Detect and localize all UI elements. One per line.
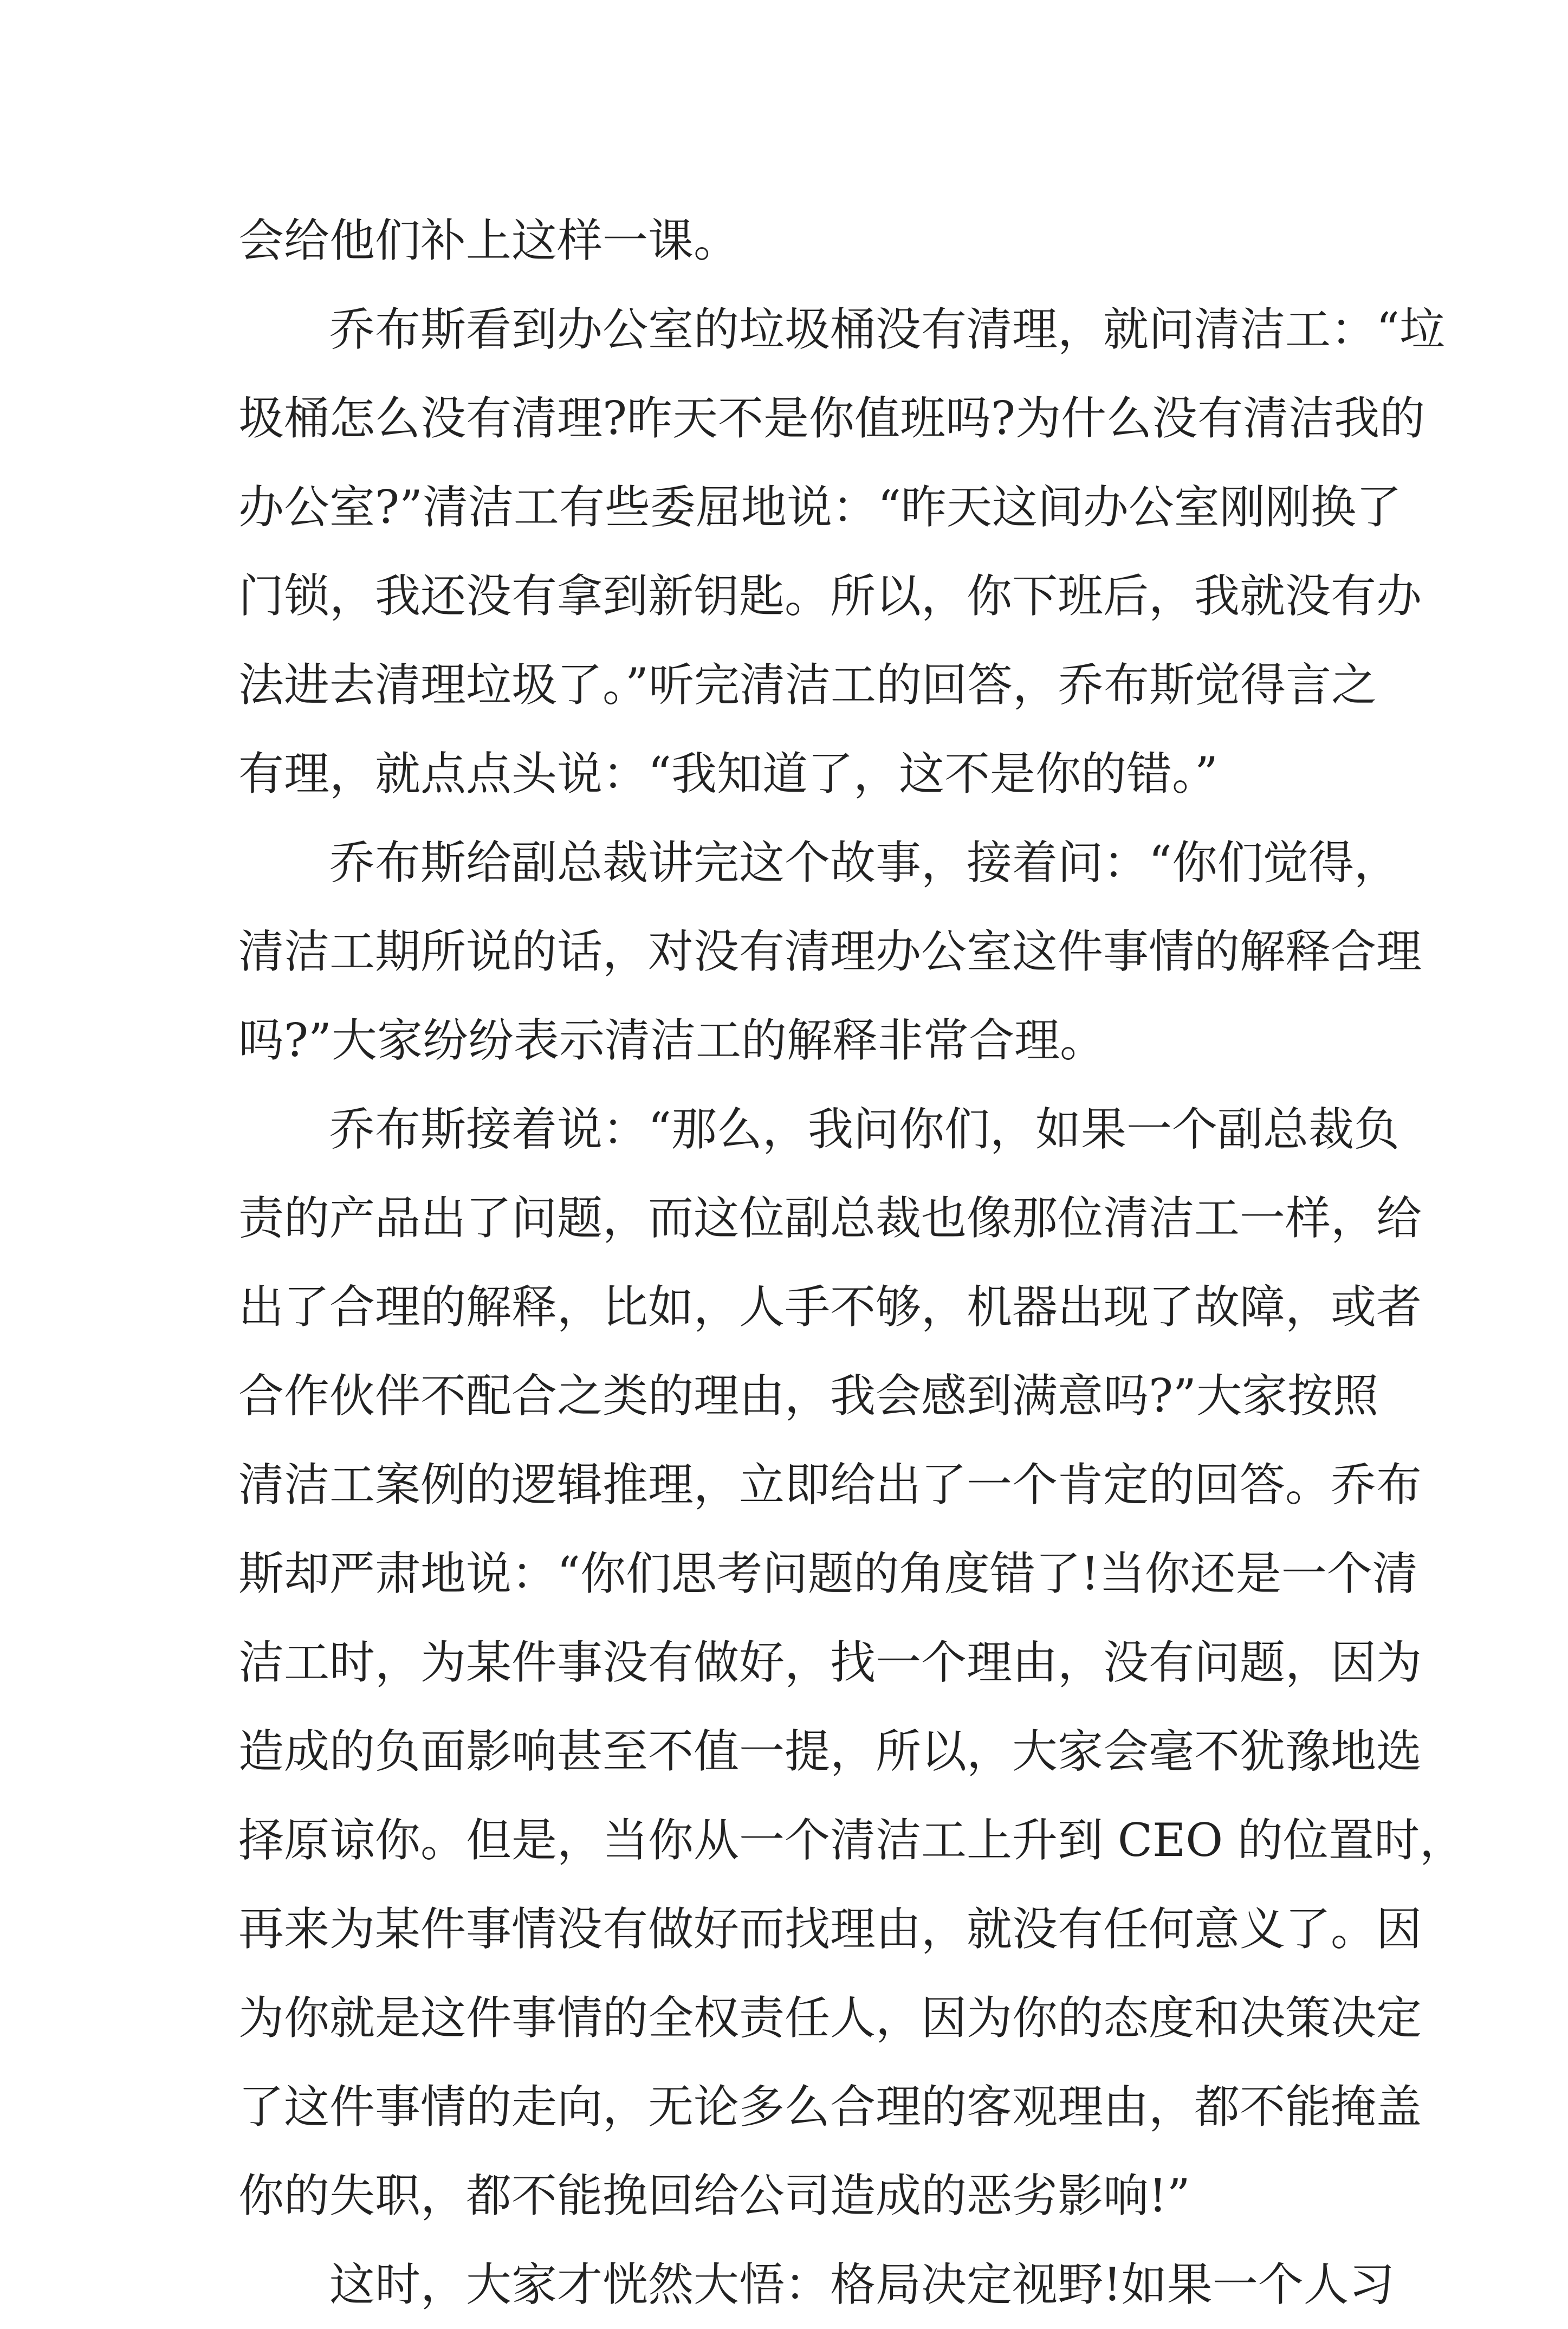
text-line: 斯却严肃地说：“你们思考问题的角度错了!当你还是一个清 bbox=[238, 1547, 1418, 1600]
text-line: 了这件事情的走向，无论多么合理的客观理由，都不能掩盖 bbox=[238, 2080, 1422, 2133]
text-line: 乔布斯接着说：“那么，我问你们，如果一个副总裁负 bbox=[329, 1103, 1399, 1156]
text-line: 择原谅你。但是，当你从一个清洁工上升到 CEO 的位置时， bbox=[238, 1814, 1465, 1867]
text-line: 法进去清理垃圾了。”听完清洁工的回答，乔布斯觉得言之 bbox=[238, 658, 1377, 711]
body-text bbox=[238, 196, 1465, 2329]
text-line: 造成的负面影响甚至不值一提，所以，大家会毫不犹豫地选 bbox=[238, 1725, 1422, 1778]
text-line: 会给他们补上这样一课。 bbox=[238, 214, 740, 267]
text-line: 再来为某件事情没有做好而找理由，就没有任何意义了。因 bbox=[238, 1903, 1422, 1956]
text-line: 洁工时，为某件事没有做好，找一个理由，没有问题，因为 bbox=[238, 1636, 1422, 1689]
text-line: 吗?”大家纷纷表示清洁工的解释非常合理。 bbox=[238, 1014, 1105, 1067]
text-line: 有理，就点点头说：“我知道了，这不是你的错。” bbox=[238, 747, 1218, 800]
text-line: 办公室?”清洁工有些委屈地说：“昨天这间办公室刚刚换了 bbox=[238, 481, 1402, 534]
text-line: 责的产品出了问题，而这位副总裁也像那位清洁工一样，给 bbox=[238, 1192, 1422, 1245]
text-line: 合作伙伴不配合之类的理由，我会感到满意吗?”大家按照 bbox=[238, 1369, 1378, 1422]
text-line: 圾桶怎么没有清理?昨天不是你值班吗?为什么没有清洁我的 bbox=[238, 392, 1426, 445]
text-line: 清洁工案例的逻辑推理，立即给出了一个肯定的回答。乔布 bbox=[238, 1458, 1422, 1511]
text-line: 你的失职，都不能挽回给公司造成的恶劣影响!” bbox=[238, 2169, 1190, 2222]
text-line: 乔布斯看到办公室的垃圾桶没有清理，就问清洁工：“垃 bbox=[329, 303, 1445, 356]
text-line: 这时，大家才恍然大悟：格局决定视野!如果一个人习 bbox=[329, 2258, 1395, 2311]
text-line: 清洁工期所说的话，对没有清理办公室这件事情的解释合理 bbox=[238, 925, 1422, 978]
text-line: 出了合理的解释，比如，人手不够，机器出现了故障，或者 bbox=[238, 1280, 1422, 1334]
text-line: 乔布斯给副总裁讲完这个故事，接着问：“你们觉得， bbox=[329, 836, 1399, 889]
text-line: 为你就是这件事情的全权责任人，因为你的态度和决策决定 bbox=[238, 1991, 1422, 2045]
text-line: 门锁，我还没有拿到新钥匙。所以，你下班后，我就没有办 bbox=[238, 570, 1422, 623]
